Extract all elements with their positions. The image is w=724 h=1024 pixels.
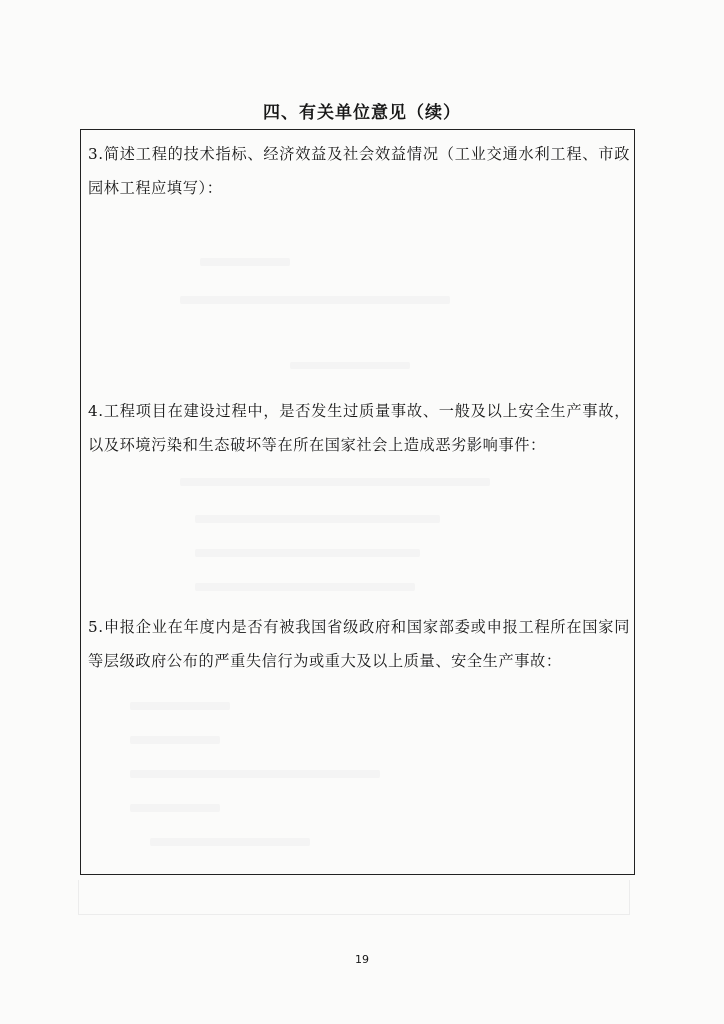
question-5: 5.申报企业在年度内是否有被我国省级政府和国家部委或申报工程所在国家同等层级政府公布的严重失信行为或重大及以上质量、安全生产事故： [88,618,630,670]
show-through-frame [78,880,630,915]
page-number: 19 [355,953,369,966]
question-3: 3.简述工程的技术指标、经济效益及社会效益情况（工业交通水利工程、市政园林工程应填写）： [88,145,630,197]
question-4: 4.工程项目在建设过程中，是否发生过质量事故、一般及以上安全生产事故，以及环境污染和生态破坏等在所在国家社会上造成恶劣影响事件： [88,402,630,454]
opinion-table-frame [80,129,635,875]
section-title: 四、有关单位意见（续） [263,103,461,123]
